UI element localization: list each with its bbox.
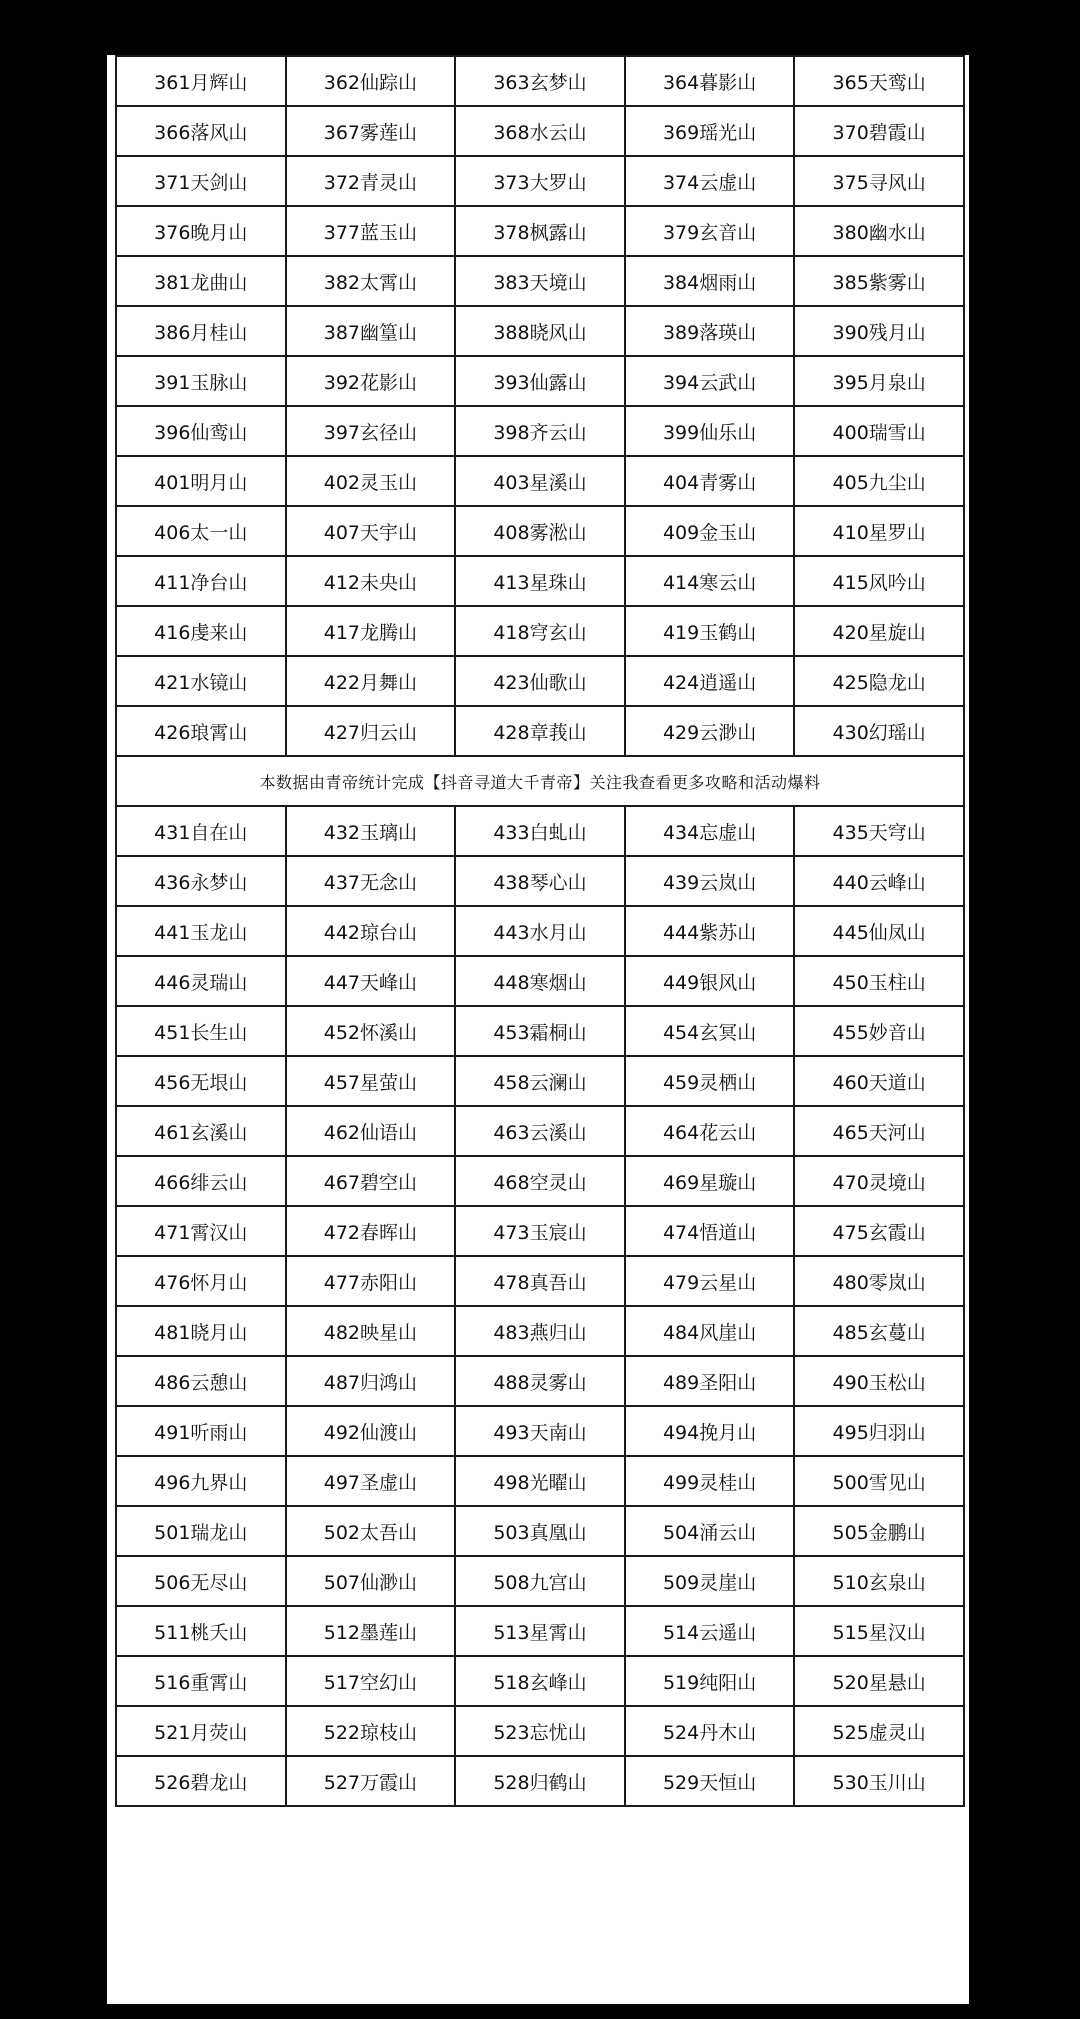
table-cell: 430幻瑶山 <box>794 706 964 756</box>
table-cell: 382太霄山 <box>286 256 456 306</box>
table-cell: 500雪见山 <box>794 1456 964 1506</box>
table-row <box>116 1056 964 1106</box>
table-row <box>116 506 964 556</box>
table-row <box>116 156 964 206</box>
table-cell: 412未央山 <box>286 556 456 606</box>
table-cell: 501瑞龙山 <box>116 1506 286 1556</box>
table-cell: 475玄霞山 <box>794 1206 964 1256</box>
table-cell: 434忘虚山 <box>625 806 795 856</box>
table-cell: 474悟道山 <box>625 1206 795 1256</box>
table-cell: 437无念山 <box>286 856 456 906</box>
table-cell: 422月舞山 <box>286 656 456 706</box>
table-cell: 457星萤山 <box>286 1056 456 1106</box>
table-cell: 370碧霞山 <box>794 106 964 156</box>
table-cell: 480零岚山 <box>794 1256 964 1306</box>
table-cell: 403星溪山 <box>455 456 625 506</box>
table-cell: 479云星山 <box>625 1256 795 1306</box>
table-cell: 510玄泉山 <box>794 1556 964 1606</box>
table-cell: 484风崖山 <box>625 1306 795 1356</box>
table-cell: 418穹玄山 <box>455 606 625 656</box>
table-cell: 455妙音山 <box>794 1006 964 1056</box>
table-cell: 527万霞山 <box>286 1756 456 1806</box>
mountain-list-table <box>115 55 965 1807</box>
table-cell: 411净台山 <box>116 556 286 606</box>
table-cell: 424逍遥山 <box>625 656 795 706</box>
table-cell: 414寒云山 <box>625 556 795 606</box>
table-cell: 400瑞雪山 <box>794 406 964 456</box>
table-cell: 499灵桂山 <box>625 1456 795 1506</box>
table-cell: 401明月山 <box>116 456 286 506</box>
table-cell: 407天宇山 <box>286 506 456 556</box>
table-cell: 383天境山 <box>455 256 625 306</box>
table-cell: 497圣虚山 <box>286 1456 456 1506</box>
table-cell: 393仙露山 <box>455 356 625 406</box>
table-cell: 456无垠山 <box>116 1056 286 1106</box>
table-row <box>116 1156 964 1206</box>
table-cell: 525虚灵山 <box>794 1706 964 1756</box>
table-cell: 506无尽山 <box>116 1556 286 1606</box>
table-cell: 361月辉山 <box>116 56 286 106</box>
table-cell: 492仙渡山 <box>286 1406 456 1456</box>
table-cell: 523忘忧山 <box>455 1706 625 1756</box>
table-cell: 449银风山 <box>625 956 795 1006</box>
table-cell: 462仙语山 <box>286 1106 456 1156</box>
table-row <box>116 106 964 156</box>
table-cell: 494挽月山 <box>625 1406 795 1456</box>
table-row <box>116 356 964 406</box>
table-cell: 453霜桐山 <box>455 1006 625 1056</box>
table-cell: 440云峰山 <box>794 856 964 906</box>
table-cell: 425隐龙山 <box>794 656 964 706</box>
table-cell: 368水云山 <box>455 106 625 156</box>
table-cell: 428章莪山 <box>455 706 625 756</box>
table-cell: 513星霄山 <box>455 1606 625 1656</box>
table-cell: 396仙鸾山 <box>116 406 286 456</box>
table-cell: 477赤阳山 <box>286 1256 456 1306</box>
table-cell: 409金玉山 <box>625 506 795 556</box>
table-cell: 379玄音山 <box>625 206 795 256</box>
table-cell: 397玄径山 <box>286 406 456 456</box>
table-cell: 491听雨山 <box>116 1406 286 1456</box>
table-row <box>116 956 964 1006</box>
table-cell: 461玄溪山 <box>116 1106 286 1156</box>
table-row <box>116 1256 964 1306</box>
table-cell: 530玉川山 <box>794 1756 964 1806</box>
table-cell: 436永梦山 <box>116 856 286 906</box>
table-cell: 463云溪山 <box>455 1106 625 1156</box>
table-cell: 367雾莲山 <box>286 106 456 156</box>
table-cell: 432玉璃山 <box>286 806 456 856</box>
table-cell: 516重霄山 <box>116 1656 286 1706</box>
table-cell: 520星悬山 <box>794 1656 964 1706</box>
table-cell: 476怀月山 <box>116 1256 286 1306</box>
table-cell: 460天道山 <box>794 1056 964 1106</box>
table-cell: 464花云山 <box>625 1106 795 1156</box>
table-row <box>116 1306 964 1356</box>
table-cell: 529天恒山 <box>625 1756 795 1806</box>
table-cell: 521月荧山 <box>116 1706 286 1756</box>
table-cell: 471霄汉山 <box>116 1206 286 1256</box>
table-cell: 378枫露山 <box>455 206 625 256</box>
table-row <box>116 56 964 106</box>
table-cell: 454玄冥山 <box>625 1006 795 1056</box>
table-cell: 417龙腾山 <box>286 606 456 656</box>
table-cell: 406太一山 <box>116 506 286 556</box>
table-cell: 498光曜山 <box>455 1456 625 1506</box>
table-cell: 446灵瑞山 <box>116 956 286 1006</box>
table-cell: 404青雾山 <box>625 456 795 506</box>
table-cell: 481晓月山 <box>116 1306 286 1356</box>
table-cell: 387幽篁山 <box>286 306 456 356</box>
table-cell: 496九界山 <box>116 1456 286 1506</box>
table-cell: 438琴心山 <box>455 856 625 906</box>
table-cell: 408雾淞山 <box>455 506 625 556</box>
table-cell: 381龙曲山 <box>116 256 286 306</box>
table-cell: 413星珠山 <box>455 556 625 606</box>
table-cell: 486云憩山 <box>116 1356 286 1406</box>
table-row <box>116 1556 964 1606</box>
table-cell: 443水月山 <box>455 906 625 956</box>
table-cell: 518玄峰山 <box>455 1656 625 1706</box>
table-cell: 505金鹏山 <box>794 1506 964 1556</box>
table-row <box>116 556 964 606</box>
table-row <box>116 1006 964 1056</box>
table-cell: 375寻风山 <box>794 156 964 206</box>
table-row <box>116 1506 964 1556</box>
table-cell: 421水镜山 <box>116 656 286 706</box>
notice-row <box>116 756 964 806</box>
table-cell: 388晓风山 <box>455 306 625 356</box>
table-cell: 410星罗山 <box>794 506 964 556</box>
table-cell: 519纯阳山 <box>625 1656 795 1706</box>
table-cell: 448寒烟山 <box>455 956 625 1006</box>
table-cell: 380幽水山 <box>794 206 964 256</box>
table-cell: 419玉鹤山 <box>625 606 795 656</box>
table-cell: 389落瑛山 <box>625 306 795 356</box>
table-cell: 489圣阳山 <box>625 1356 795 1406</box>
table-row <box>116 706 964 756</box>
table-cell: 512墨莲山 <box>286 1606 456 1656</box>
table-cell: 470灵境山 <box>794 1156 964 1206</box>
table-cell: 478真吾山 <box>455 1256 625 1306</box>
table-row <box>116 1706 964 1756</box>
table-cell: 402灵玉山 <box>286 456 456 506</box>
table-cell: 390残月山 <box>794 306 964 356</box>
table-cell: 385紫雾山 <box>794 256 964 306</box>
table-cell: 483燕归山 <box>455 1306 625 1356</box>
table-body <box>116 56 964 1806</box>
table-cell: 450玉柱山 <box>794 956 964 1006</box>
table-cell: 391玉脉山 <box>116 356 286 406</box>
table-row <box>116 306 964 356</box>
table-cell: 398齐云山 <box>455 406 625 456</box>
table-cell: 445仙凤山 <box>794 906 964 956</box>
table-cell: 508九宫山 <box>455 1556 625 1606</box>
table-row <box>116 906 964 956</box>
table-cell: 504涌云山 <box>625 1506 795 1556</box>
table-cell: 372青灵山 <box>286 156 456 206</box>
table-cell: 420星旋山 <box>794 606 964 656</box>
table-cell: 526碧龙山 <box>116 1756 286 1806</box>
table-row <box>116 206 964 256</box>
table-cell: 394云武山 <box>625 356 795 406</box>
table-cell: 507仙渺山 <box>286 1556 456 1606</box>
table-cell: 369瑶光山 <box>625 106 795 156</box>
table-cell: 472春晖山 <box>286 1206 456 1256</box>
table-cell: 502太吾山 <box>286 1506 456 1556</box>
table-cell: 511桃夭山 <box>116 1606 286 1656</box>
table-cell: 392花影山 <box>286 356 456 406</box>
table-row <box>116 1606 964 1656</box>
table-cell: 386月桂山 <box>116 306 286 356</box>
table-cell: 524丹木山 <box>625 1706 795 1756</box>
table-cell: 503真凰山 <box>455 1506 625 1556</box>
table-row <box>116 656 964 706</box>
table-cell: 473玉宸山 <box>455 1206 625 1256</box>
table-cell: 451长生山 <box>116 1006 286 1056</box>
table-cell: 435天穹山 <box>794 806 964 856</box>
table-cell: 399仙乐山 <box>625 406 795 456</box>
table-cell: 365天鸾山 <box>794 56 964 106</box>
table-cell: 442琼台山 <box>286 906 456 956</box>
table-row <box>116 256 964 306</box>
table-cell: 433白虬山 <box>455 806 625 856</box>
table-cell: 364暮影山 <box>625 56 795 106</box>
table-row <box>116 1206 964 1256</box>
table-cell: 469星璇山 <box>625 1156 795 1206</box>
table-cell: 452怀溪山 <box>286 1006 456 1056</box>
table-row <box>116 856 964 906</box>
table-cell: 377蓝玉山 <box>286 206 456 256</box>
table-cell: 373大罗山 <box>455 156 625 206</box>
mountain-table <box>115 55 965 1807</box>
table-cell: 465天河山 <box>794 1106 964 1156</box>
table-cell: 416虔来山 <box>116 606 286 656</box>
table-cell: 429云渺山 <box>625 706 795 756</box>
notice-text: 本数据由青帝统计完成【抖音寻道大千青帝】关注我查看更多攻略和活动爆料 <box>116 756 964 806</box>
table-cell: 467碧空山 <box>286 1156 456 1206</box>
table-cell: 517空幻山 <box>286 1656 456 1706</box>
table-cell: 485玄蔓山 <box>794 1306 964 1356</box>
table-cell: 444紫苏山 <box>625 906 795 956</box>
table-cell: 376晚月山 <box>116 206 286 256</box>
table-cell: 374云虚山 <box>625 156 795 206</box>
table-cell: 528归鹤山 <box>455 1756 625 1806</box>
table-cell: 384烟雨山 <box>625 256 795 306</box>
table-cell: 514云遥山 <box>625 1606 795 1656</box>
table-row <box>116 1356 964 1406</box>
table-row <box>116 1656 964 1706</box>
table-cell: 522琼枝山 <box>286 1706 456 1756</box>
table-row <box>116 1456 964 1506</box>
table-cell: 405九尘山 <box>794 456 964 506</box>
table-row <box>116 406 964 456</box>
table-cell: 415风吟山 <box>794 556 964 606</box>
table-cell: 487归鸿山 <box>286 1356 456 1406</box>
table-cell: 447天峰山 <box>286 956 456 1006</box>
table-cell: 363玄梦山 <box>455 56 625 106</box>
table-row <box>116 1106 964 1156</box>
table-row <box>116 606 964 656</box>
table-cell: 468空灵山 <box>455 1156 625 1206</box>
table-cell: 509灵崖山 <box>625 1556 795 1606</box>
table-cell: 439云岚山 <box>625 856 795 906</box>
table-cell: 495归羽山 <box>794 1406 964 1456</box>
table-row <box>116 806 964 856</box>
table-cell: 423仙歌山 <box>455 656 625 706</box>
table-row <box>116 1406 964 1456</box>
table-cell: 482映星山 <box>286 1306 456 1356</box>
table-cell: 395月泉山 <box>794 356 964 406</box>
table-cell: 427归云山 <box>286 706 456 756</box>
table-row <box>116 1756 964 1806</box>
table-row <box>116 456 964 506</box>
table-cell: 426琅霄山 <box>116 706 286 756</box>
table-cell: 362仙踪山 <box>286 56 456 106</box>
table-cell: 493天南山 <box>455 1406 625 1456</box>
table-cell: 458云澜山 <box>455 1056 625 1106</box>
table-cell: 459灵栖山 <box>625 1056 795 1106</box>
table-cell: 488灵雾山 <box>455 1356 625 1406</box>
table-cell: 441玉龙山 <box>116 906 286 956</box>
table-cell: 515星汉山 <box>794 1606 964 1656</box>
table-cell: 431自在山 <box>116 806 286 856</box>
table-cell: 466绯云山 <box>116 1156 286 1206</box>
table-cell: 490玉松山 <box>794 1356 964 1406</box>
table-cell: 366落风山 <box>116 106 286 156</box>
table-cell: 371天剑山 <box>116 156 286 206</box>
